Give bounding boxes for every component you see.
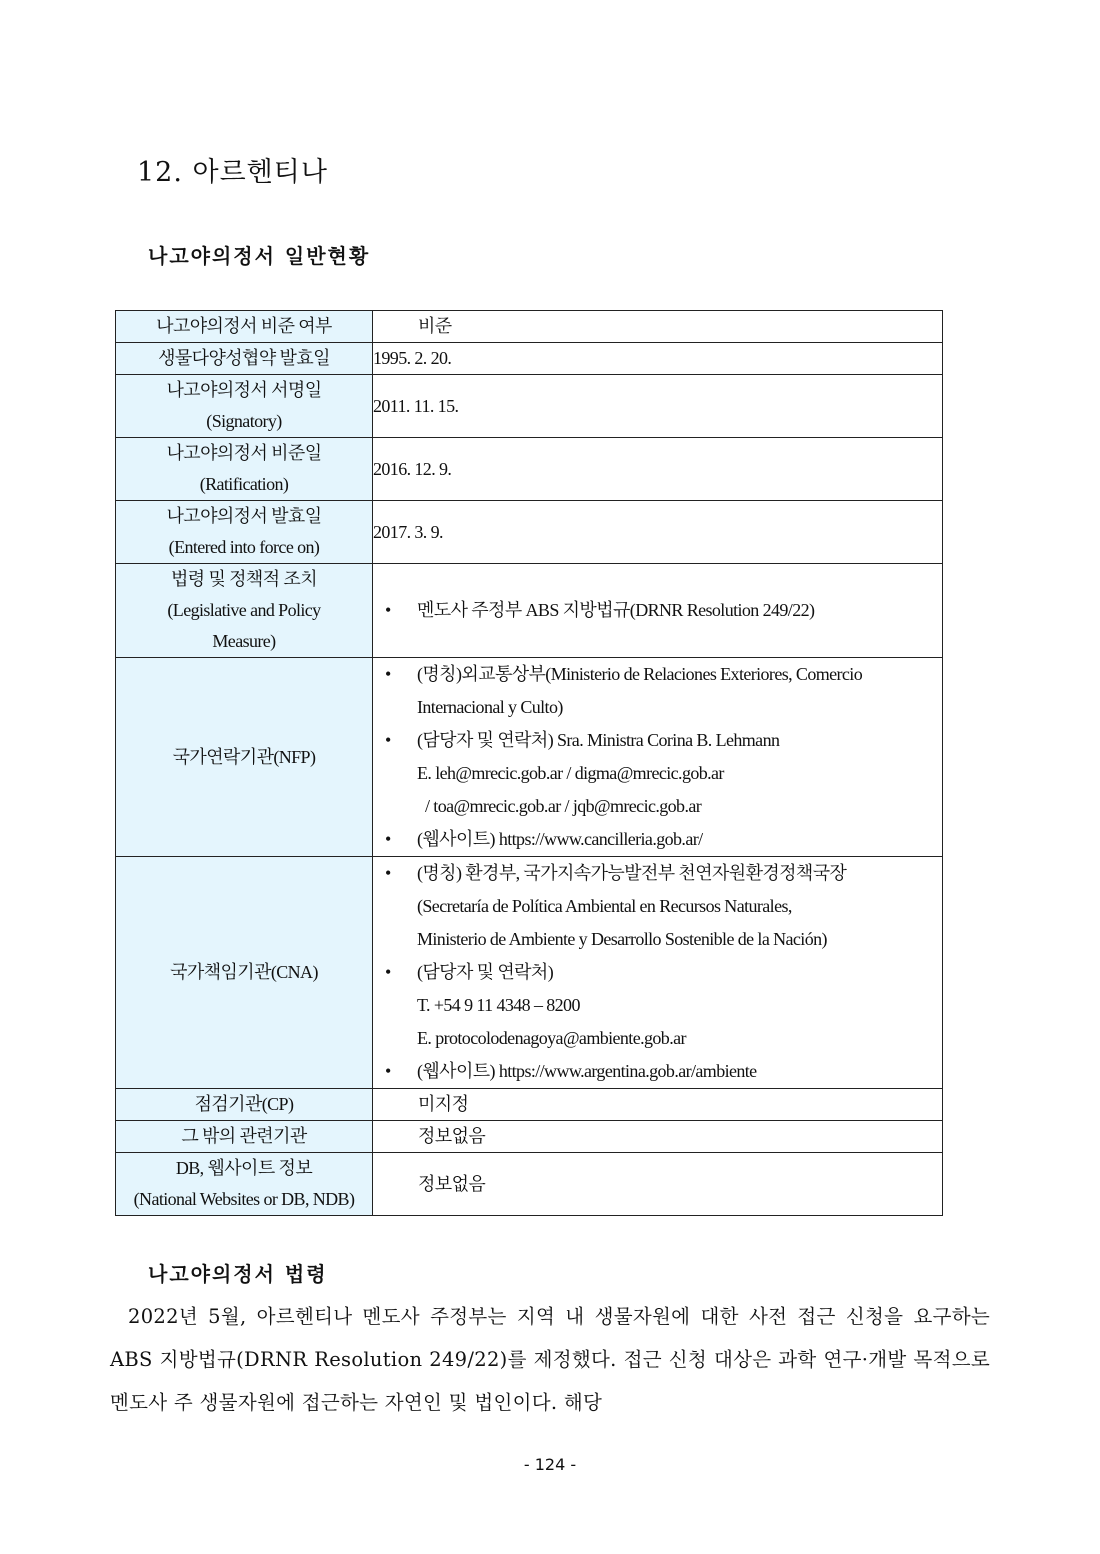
row-value: 정보없음	[373, 1153, 943, 1216]
list-item: • (담당자 및 연락처) Sra. Ministra Corina B. Lehmann E. leh@mrecic.gob.ar / digma@mrecic.gob.ar / toa@mrecic.gob.ar / jqb@mrecic.gob.ar	[373, 724, 942, 823]
list-item: • (웹사이트) https://www.cancilleria.gob.ar/	[373, 823, 942, 856]
list-item: • (담당자 및 연락처) T. +54 9 11 4348 – 8200 E. protocolodenagoya@ambiente.gob.ar	[373, 956, 942, 1055]
row-label: DB, 웹사이트 정보 (National Websites or DB, NDB)	[116, 1153, 373, 1216]
table-row-nfp	[116, 658, 943, 857]
row-value: 미지정	[373, 1089, 943, 1121]
row-value: 1995. 2. 20.	[373, 343, 943, 375]
row-value	[373, 564, 943, 658]
row-value: 2016. 12. 9.	[373, 438, 943, 501]
table-row-other-agencies	[116, 1121, 943, 1153]
row-label: 나고야의정서 비준 여부	[116, 311, 373, 343]
list-item: • (웹사이트) https://www.argentina.gob.ar/ambiente	[373, 1055, 942, 1088]
row-label: 점검기관(CP)	[116, 1089, 373, 1121]
table-row-entry-into-force-date	[116, 501, 943, 564]
section-heading-general-status: 나고야의정서 일반현황	[148, 244, 371, 268]
table-row-cna	[116, 857, 943, 1089]
row-label: 나고야의정서 서명일 (Signatory)	[116, 375, 373, 438]
bullet-list	[373, 594, 942, 627]
table-row-signatory-date	[116, 375, 943, 438]
page-number: - 124 -	[523, 1455, 577, 1474]
row-label: 국가책임기관(CNA)	[116, 857, 373, 1089]
body-paragraph: 2022년 5월, 아르헨티나 멘도사 주정부는 지역 내 생물자원에 대한 사전 접근 신청을 요구하는 ABS 지방법규(DRNR Resolution 249/22)를 제정했다. 접근 신청 대상은 과학 연구·개발 목적으로 멘도사 주 생물자원에 접근하는 자연인 및 법인이다. 해당	[110, 1305, 990, 1414]
nagoya-overview-table	[115, 310, 943, 1216]
table-row-ratification-date	[116, 438, 943, 501]
row-value: 2017. 3. 9.	[373, 501, 943, 564]
row-label: 국가연락기관(NFP)	[116, 658, 373, 857]
bullet-list	[373, 658, 942, 856]
row-value: 비준	[373, 311, 943, 343]
row-label: 법령 및 정책적 조치 (Legislative and Policy Measure)	[116, 564, 373, 658]
row-label: 나고야의정서 비준일 (Ratification)	[116, 438, 373, 501]
table-row-websites-db	[116, 1153, 943, 1216]
table-row-legislative-measure	[116, 564, 943, 658]
list-item: • (명칭)외교통상부(Ministerio de Relaciones Exteriores, Comercio Internacional y Culto)	[373, 658, 942, 724]
row-label: 나고야의정서 발효일 (Entered into force on)	[116, 501, 373, 564]
row-value: 정보없음	[373, 1121, 943, 1153]
bullet-list	[373, 857, 942, 1088]
list-item: • (명칭) 환경부, 국가지속가능발전부 천연자원환경정책국장 (Secretaría de Política Ambiental en Recursos Naturales, Ministerio de Ambiente y Desarrollo Sostenible de la Nación)	[373, 857, 942, 956]
table-row-cbd-entry-date	[116, 343, 943, 375]
section-heading-legislation: 나고야의정서 법령	[148, 1262, 328, 1286]
row-label: 생물다양성협약 발효일	[116, 343, 373, 375]
chapter-title: 12. 아르헨티나	[137, 157, 328, 188]
table-row-ratification-status	[116, 311, 943, 343]
row-value	[373, 857, 943, 1089]
row-value: 2011. 11. 15.	[373, 375, 943, 438]
row-value	[373, 658, 943, 857]
row-label: 그 밖의 관련기관	[116, 1121, 373, 1153]
table-row-checkpoint	[116, 1089, 943, 1121]
list-item: • 멘도사 주정부 ABS 지방법규(DRNR Resolution 249/22)	[373, 594, 942, 627]
